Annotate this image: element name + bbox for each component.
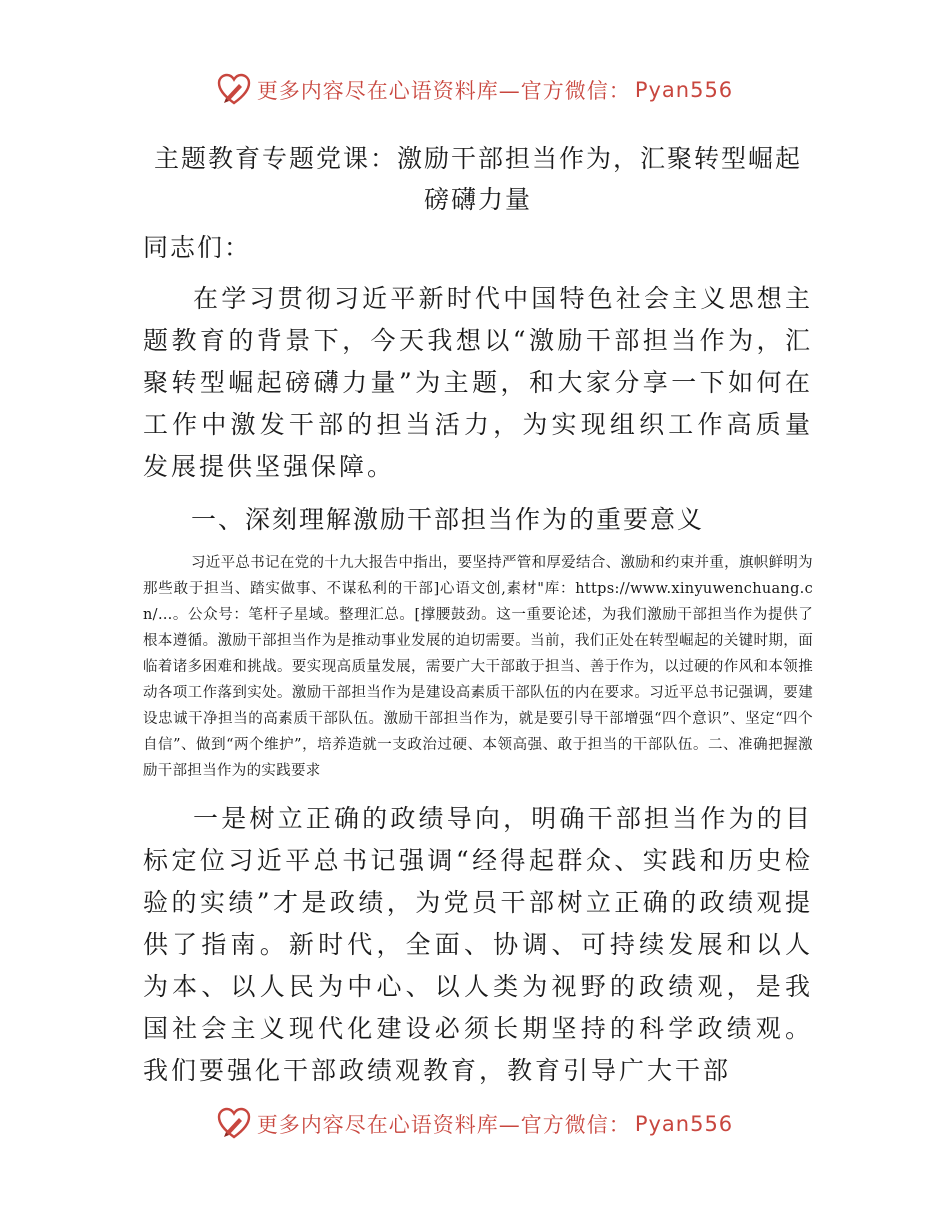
header-banner — [0, 70, 950, 110]
section-heading-1: 一、深刻理解激励干部担当作为的重要意义 — [191, 505, 705, 534]
banner-text: 更多内容尽在心语资料库—官方微信： — [256, 1113, 631, 1137]
banner-text: 更多内容尽在心语资料库—官方微信： — [256, 79, 631, 103]
greeting: 同志们： — [143, 233, 252, 262]
intro-paragraph: 在学习贯彻习近平新时代中国特色社会主义思想主题教育的背景下，今天我想以“激励干部担当作为，汇聚转型崛起磅礴力量”为主题，和大家分享一下如何在工作中激发干部的担当活力，为实现组织工作高质量发展提供坚强保障。 — [143, 284, 813, 481]
document-title: 主题教育专题党课：激励干部担当作为，汇聚转型崛起磅礴力量 — [153, 144, 802, 214]
heart-pen-logo-icon — [217, 73, 251, 107]
section-1-body: 习近平总书记在党的十九大报告中指出，要坚持严管和厚爱结合、激励和约束并重，旗帜鲜明为那些敢于担当、踏实做事、不谋私利的干部]心语文创,素材"库：https://www.xinyuwenchuang.cn/…。公众号：笔杆子星域。整理汇总。[撑腰鼓劲。这一重要论述，为我们激励干部担当作为提供了根本遵循。激励干部担当作为是推动事业发展的迫切需要。当前，我们正处在转型崛起的关键时期，面临着诸多困难和挑战。要实现高质量发展，需要广大干部敢于担当、善于作为，以过硬的作风和本领推动各项工作落到实处。激励干部担当作为是建设高素质干部队伍的内在要求。习近平总书记强调，要建设忠诚干净担当的高素质干部队伍。激励干部担当作为，就是要引导干部增强“四个意识”、坚定“四个自信”、做到“两个维护”，培养造就一支政治过硬、本领高强、敢于担当的干部队伍。二、准确把握激励干部担当作为的实践要求 — [143, 555, 813, 779]
point-1-paragraph: 一是树立正确的政绩导向，明确干部担当作为的目标定位习近平总书记强调“经得起群众、实践和历史检验的实绩”才是政绩，为党员干部树立正确的政绩观提供了指南。新时代，全面、协调、可持续发展和以人为本、以人民为中心、以人类为视野的政绩观，是我国社会主义现代化建设必须长期坚持的科学政绩观。我们要强化干部政绩观教育，教育引导广大干部 — [143, 804, 813, 1085]
wechat-id: Pyan556 — [634, 1112, 734, 1136]
footer-banner — [0, 1104, 950, 1144]
wechat-id: Pyan556 — [634, 78, 734, 102]
heart-pen-logo-icon — [217, 1107, 251, 1141]
document-body — [143, 138, 813, 1092]
